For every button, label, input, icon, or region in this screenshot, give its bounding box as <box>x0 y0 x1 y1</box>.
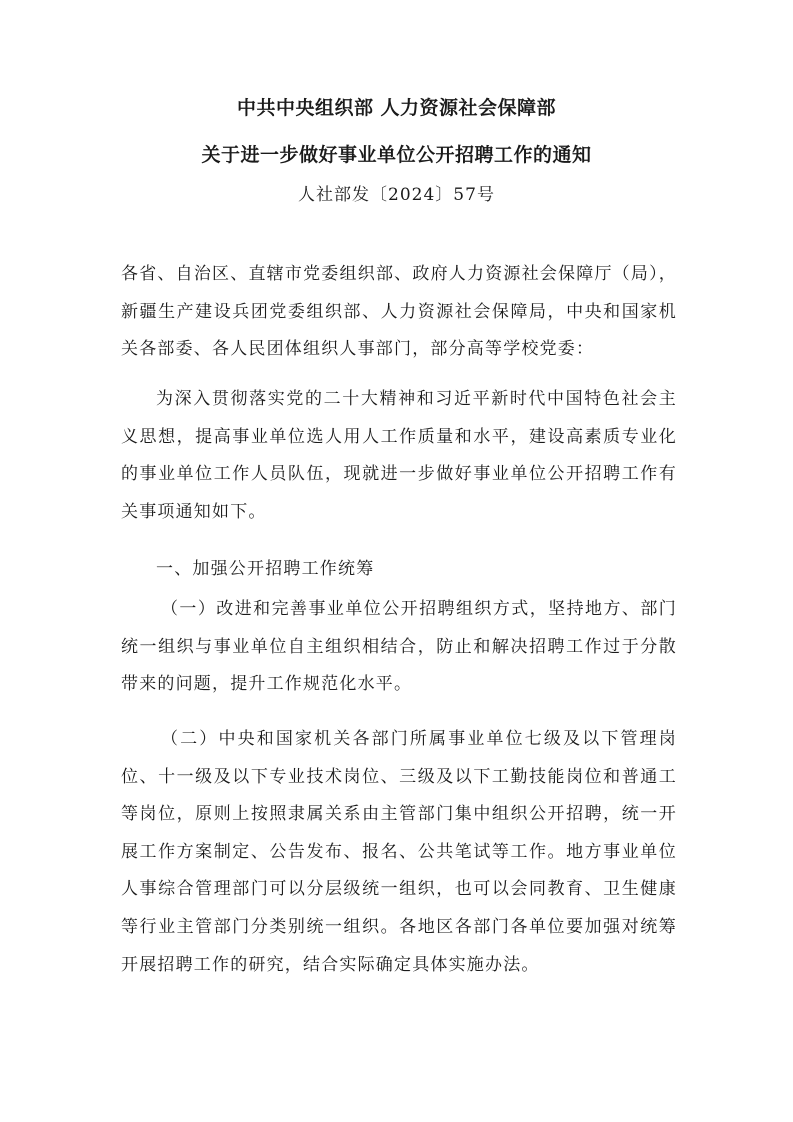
intro-paragraph: 为深入贯彻落实党的二十大精神和习近平新时代中国特色社会主义思想，提高事业单位选人用人工作质量和水平，建设高素质专业化的事业单位工作人员队伍，现就进一步做好事业单位公开招聘工作有关事项通知如下。 <box>121 389 677 522</box>
document-title-issuers: 中共中央组织部 人力资源社会保障部 <box>236 97 557 119</box>
section-1-item-1: （一）改进和完善事业单位公开招聘组织方式，坚持地方、部门统一组织与事业单位自主组织相结合，防止和解决招聘工作过于分散带来的问题，提升工作规范化水平。 <box>121 599 677 695</box>
document-title-subject: 关于进一步做好事业单位公开招聘工作的通知 <box>201 144 592 166</box>
section-heading-1: 一、加强公开招聘工作统筹 <box>156 559 375 579</box>
addressee-paragraph: 各省、自治区、直辖市党委组织部、政府人力资源社会保障厅（局），新疆生产建设兵团党委组织部、人力资源社会保障局，中央和国家机关各部委、各人民团体组织人事部门，部分高等学校党委： <box>121 264 677 360</box>
document-number: 人社部发〔2024〕57号 <box>298 185 495 205</box>
section-1-item-2: （二）中央和国家机关各部门所属事业单位七级及以下管理岗位、十一级及以下专业技术岗位、三级及以下工勤技能岗位和普通工等岗位，原则上按照隶属关系由主管部门集中组织公开招聘，统一开展工作方案制定、公告发布、报名、公共笔试等工作。地方事业单位人事综合管理部门可以分层级统一组织，也可以会同教育、卫生健康等行业主管部门分类别统一组织。各地区各部门各单位要加强对统筹开展招聘工作的研究，结合实际确定具体实施办法。 <box>121 729 677 975</box>
